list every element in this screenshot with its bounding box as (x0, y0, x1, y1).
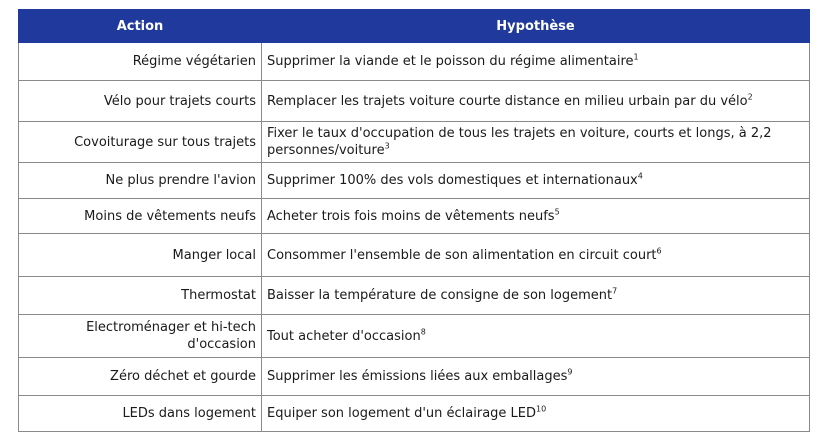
hypothesis-text: Consommer l'ensemble de son alimentation en circuit court (267, 247, 657, 263)
footnote-ref: 9 (567, 367, 573, 377)
row-action: Zéro déchet et gourde (19, 358, 262, 396)
row-action: Moins de vêtements neufs (19, 199, 262, 234)
hypothesis-text: Supprimer la viande et le poisson du régime alimentaire (267, 54, 634, 69)
row-action: Manger local (19, 234, 262, 277)
footnote-ref: 6 (656, 246, 662, 256)
footnote-ref: 7 (612, 286, 618, 296)
hypothesis-text: Supprimer 100% des vols domestiques et internationaux (267, 173, 638, 188)
table-wrapper (18, 9, 810, 432)
row-action: Régime végétarien (19, 43, 262, 81)
header-action: Action (19, 10, 262, 43)
table-row (19, 396, 810, 432)
table-row (19, 81, 810, 122)
hypothesis-text: Fixer le taux d'occupation de tous les trajets en voiture, courts et longs, à 2,2 personnes/voiture (267, 126, 772, 158)
table-row (19, 315, 810, 358)
footnote-ref: 8 (420, 327, 426, 337)
row-hypothesis (262, 43, 810, 81)
row-action: Electroménager et hi-tech d'occasion (19, 315, 262, 358)
hypothesis-text: Baisser la température de consigne de son logement (267, 288, 613, 303)
table-row (19, 277, 810, 315)
footnote-ref: 4 (637, 171, 643, 181)
row-action: LEDs dans logement (19, 396, 262, 432)
row-action: Vélo pour trajets courts (19, 81, 262, 122)
row-action: Ne plus prendre l'avion (19, 163, 262, 199)
row-hypothesis (262, 234, 810, 277)
table-row (19, 122, 810, 163)
hypothesis-text: Equiper son logement d'un éclairage LED (267, 406, 537, 421)
table-row (19, 358, 810, 396)
row-hypothesis (262, 122, 810, 163)
hypothesis-text: Tout acheter d'occasion (267, 328, 421, 344)
actions-table (18, 9, 810, 432)
table-row (19, 234, 810, 277)
footnote-ref: 1 (633, 52, 639, 62)
footnote-ref: 2 (747, 92, 753, 102)
row-action: Covoiturage sur tous trajets (19, 122, 262, 163)
row-hypothesis (262, 396, 810, 432)
footnote-ref: 10 (536, 404, 547, 414)
row-hypothesis (262, 277, 810, 315)
hypothesis-text: Acheter trois fois moins de vêtements neufs (267, 208, 555, 224)
hypothesis-text: Supprimer les émissions liées aux emballages (267, 369, 568, 384)
footnote-ref: 3 (384, 141, 390, 151)
row-hypothesis (262, 81, 810, 122)
hypothesis-text: Remplacer les trajets voiture courte distance en milieu urbain par du vélo (267, 93, 748, 109)
footnote-ref: 5 (554, 207, 560, 217)
header-row (19, 10, 810, 43)
row-hypothesis (262, 315, 810, 358)
table-row (19, 163, 810, 199)
row-action: Thermostat (19, 277, 262, 315)
header-hypothesis: Hypothèse (262, 10, 810, 43)
row-hypothesis (262, 163, 810, 199)
row-hypothesis (262, 358, 810, 396)
table-row (19, 43, 810, 81)
row-hypothesis (262, 199, 810, 234)
table-row (19, 199, 810, 234)
